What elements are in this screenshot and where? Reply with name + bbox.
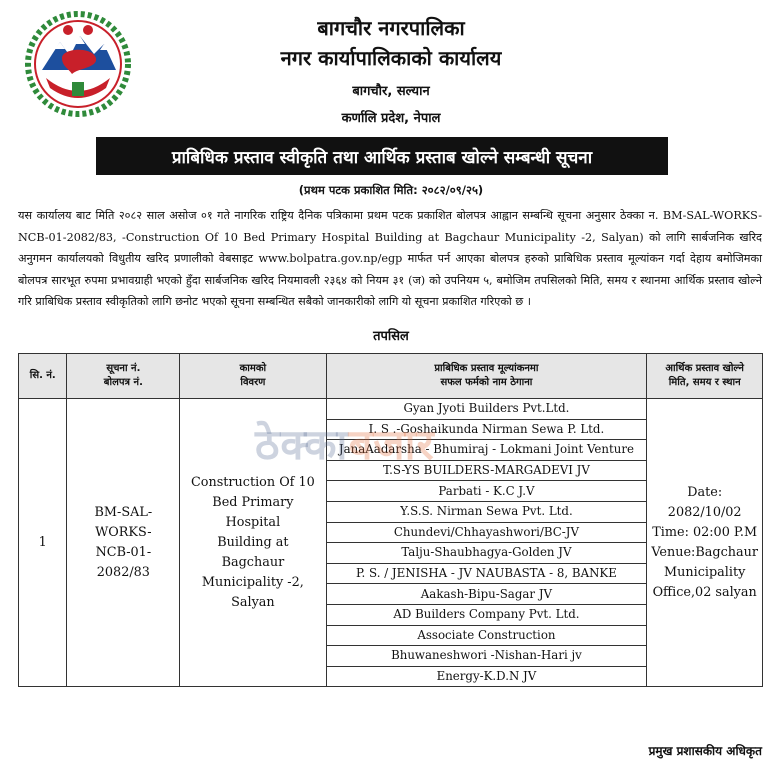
bidder-3: JanaAadarsha - Bhumiraj - Lokmani Joint Venture: [326, 440, 647, 461]
bidder-4: T.S-YS BUILDERS-MARGADEVI JV: [326, 460, 647, 481]
cell-opening: Date: 2082/10/02 Time: 02:00 P.M Venue:Bagchaur Municipality Office,02 salyan: [647, 399, 763, 687]
location: बागचौर, सल्यान: [352, 84, 430, 99]
bidder-5: Parbati - K.C J.V: [326, 481, 647, 502]
bidder-12: Associate Construction: [326, 625, 647, 646]
table-header-row: [19, 354, 763, 399]
bidder-7: Chundevi/Chhayashwori/BC-JV: [326, 522, 647, 543]
cell-sn: 1: [19, 399, 67, 687]
bid-table: [18, 353, 763, 687]
cell-work: Construction Of 10 Bed Primary Hospital Building at Bagchaur Municipality -2, Salyan: [180, 399, 326, 687]
section-title: तपसिल: [373, 329, 409, 344]
bidder-6: Y.S.S. Nirman Sewa Pvt. Ltd.: [326, 501, 647, 522]
header-opening: आर्थिक प्रस्ताव खोल्ने मिति, समय र स्थान: [647, 354, 763, 399]
header-notice-no: सूचना नं. बोलपत्र नं.: [67, 354, 180, 399]
bidder-1: Gyan Jyoti Builders Pvt.Ltd.: [326, 399, 647, 420]
notice-body: यस कार्यालय बाट मिति २०८२ साल असोज ०१ गते नागरिक राष्ट्रिय दैनिक पत्रिकामा प्रथम पटक प्रकाशित बोलपत्र आह्वान सम्बन्धि सूचना अनुसार ठेक्का न. BM-SAL-WORKS-NCB-01-2082/83, -Construction Of 10 Bed Primary Hospital Building at Bagchaur Municipality -2, Salyan) को लागि सार्बजनिक खरिद अनुगमन कार्यालयको विधुतीय खरिद प्रणालीको वेबसाइट www.bolpatra.gov.np/egp मार्फत पर्न आएका बोलपत्र हरुको प्राबिधिक प्रस्ताव मूल्यांकन गर्दा देहाय बमोजिमका बोलपत्र सारभूत रुपमा प्रभावग्राही भएको हुँदा सार्बजनिक खरिद नियमावली २३६४ को नियम ३१ (ज) को उपनियम ५, बमोजिम तपसिलको मिति, समय र स्थानमा आर्थिक प्रस्ताव खोल्ने गरि प्राबिधिक प्रस्ताव स्वीकृतिको लागि छनोट भएको सूचना सम्बन्धित सबैको जानकारीको लागि यो सूचना प्रकाशित गरिएको छ ।: [18, 209, 762, 308]
header-sn: सि. नं.: [19, 354, 67, 399]
notice-title: प्राबिधिक प्रस्ताव स्वीकृति तथा आर्थिक प्रस्ताब खोल्ने सम्बन्धी सूचना: [96, 137, 668, 175]
bidder-10: Aakash-Bipu-Sagar JV: [326, 584, 647, 605]
header-bidders: प्राबिधिक प्रस्ताव मूल्यांकनमा सफल फर्मको नाम ठेगाना: [326, 354, 647, 399]
table-row: [19, 399, 763, 420]
province: कर्णालि प्रदेश, नेपाल: [341, 111, 441, 126]
bidder-8: Talju-Shaubhagya-Golden JV: [326, 543, 647, 564]
bidder-14: Energy-K.D.N JV: [326, 666, 647, 687]
bidder-9: P. S. / JENISHA - JV NAUBASTA - 8, BANKE: [326, 563, 647, 584]
bidder-11: AD Builders Company Pvt. Ltd.: [326, 604, 647, 625]
cell-notice-no: BM-SAL- WORKS- NCB-01- 2082/83: [67, 399, 180, 687]
office-name: नगर कार्यापालिकाको कार्यालय: [280, 46, 502, 70]
bidder-2: I. S .-Goshaikunda Nirman Sewa P. Ltd.: [326, 419, 647, 440]
watermark: ठेक्काबजार: [255, 420, 435, 469]
publish-date: (प्रथम पटक प्रकाशित मिति: २०८२/०९/२५): [298, 183, 484, 197]
signature: प्रमुख प्रशासकीय अधिकृत: [648, 744, 762, 758]
bidder-13: Bhuwaneshwori -Nishan-Hari jv: [326, 646, 647, 667]
header-work: कामको विवरण: [180, 354, 326, 399]
org-name: बागचौर नगरपालिका: [317, 16, 465, 40]
